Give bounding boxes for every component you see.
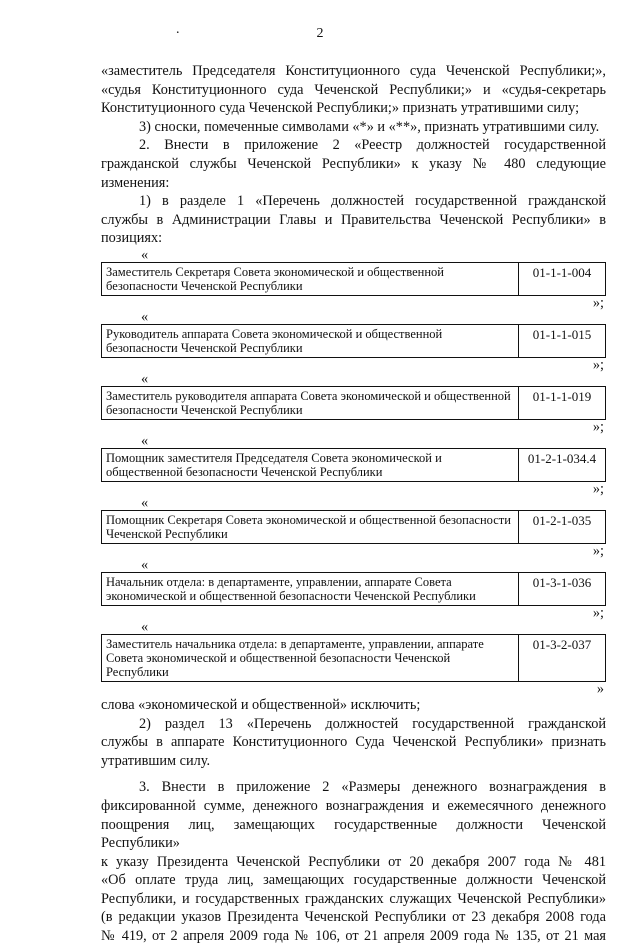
- position-title: Помощник Секретаря Совета экономической и общественной безопасности Чеченской Республики: [102, 510, 519, 543]
- position-title: Заместитель Секретаря Совета экономической и общественной безопасности Чеченской Республики: [102, 262, 519, 295]
- position-code: 01-3-2-037: [519, 634, 606, 681]
- position-table: [101, 324, 606, 358]
- text-line: поощрения лиц, замещающих государственные должности Чеченской Республики»: [101, 816, 606, 852]
- close-quote: »;: [592, 604, 604, 621]
- position-code: 01-1-1-015: [519, 324, 606, 357]
- open-quote: «: [141, 618, 149, 635]
- text-line: службы в Администрации Главы и Правительства Чеченской Республики» в позициях:: [101, 211, 606, 247]
- text-line: утратившим силу.: [101, 752, 211, 769]
- close-quote: »;: [592, 294, 604, 311]
- text-line: к указу Президента Чеченской Республики от 20 декабря 2007 года № 481: [101, 853, 606, 870]
- close-quote: »;: [592, 480, 604, 497]
- text-line: 1) в разделе 1 «Перечень должностей государственной гражданской: [139, 193, 606, 210]
- document-body: [101, 62, 606, 946]
- position-title: Помощник заместителя Председателя Совета экономической и общественной безопасности Чеченской Республики: [102, 448, 519, 481]
- words-exclude-line: слова «экономической и общественной» исключить;: [101, 696, 421, 713]
- text-line: № 419, от 2 апреля 2009 года № 106, от 21 апреля 2009 года № 135, от 21 мая: [101, 928, 606, 945]
- text-line: Конституционного суда Чеченской Республики;» признать утратившими силу;: [101, 100, 580, 117]
- position-table: [101, 510, 606, 544]
- text-line: «заместитель Председателя Конституционного суда Чеченской Республики;»,: [101, 63, 606, 79]
- text-line: «судья Конституционного суда Чеченской Республики;» и «судья-секретарь: [101, 81, 606, 98]
- position-title: Заместитель начальника отдела: в департаменте, управлении, аппарате Совета экономической и общественной безопасности Чеченской Республики: [102, 634, 519, 681]
- position-code: 01-1-1-004: [519, 262, 606, 295]
- open-quote: «: [141, 370, 149, 387]
- close-quote: »;: [592, 542, 604, 559]
- text-line: службы в аппарате Конституционного Суда Чеченской Республики» признать: [101, 734, 606, 751]
- position-table: [101, 634, 606, 682]
- open-quote: «: [141, 246, 149, 263]
- position-table: [101, 262, 606, 296]
- text-line: (в редакции указов Президента Чеченской Республики от 23 декабря 2008 года: [101, 909, 606, 926]
- open-quote: «: [141, 556, 149, 573]
- text-line: фиксированной сумме, денежного вознаграждения и ежемесячного денежного: [101, 797, 606, 814]
- close-quote: »;: [592, 418, 604, 435]
- position-title: Начальник отдела: в департаменте, управлении, аппарате Совета экономической и общественной безопасности Чеченской Республики: [102, 572, 519, 605]
- position-table: [101, 448, 606, 482]
- position-code: 01-2-1-034.4: [519, 448, 606, 481]
- text-line: Республики, и государственных гражданских служащих Чеченской Республики»: [101, 890, 606, 907]
- position-table: [101, 572, 606, 606]
- close-quote: »: [596, 680, 604, 697]
- close-quote: »;: [592, 356, 604, 373]
- text-line: гражданской службы Чеченской Республики» к указу № 480 следующие изменения:: [101, 155, 606, 191]
- text-line: 2) раздел 13 «Перечень должностей государственной гражданской: [139, 715, 606, 732]
- open-quote: «: [141, 494, 149, 511]
- text-line: «Об оплате труда лиц, замещающих государственные должности Чеченской: [101, 872, 606, 889]
- text-line: 3. Внести в приложение 2 «Размеры денежного вознаграждения в: [139, 779, 606, 796]
- open-quote: «: [141, 308, 149, 325]
- item-3-footnotes: 3) сноски, помеченные символами «*» и «**», признать утратившими силу.: [139, 118, 600, 135]
- position-code: 01-2-1-035: [519, 510, 606, 543]
- position-code: 01-3-1-036: [519, 572, 606, 605]
- text-line: 2. Внести в приложение 2 «Реестр должностей государственной: [139, 137, 606, 154]
- position-title: Заместитель руководителя аппарата Совета экономической и общественной безопасности Чеченской Республики: [102, 386, 519, 419]
- position-title: Руководитель аппарата Совета экономической и общественной безопасности Чеченской Республики: [102, 324, 519, 357]
- position-table: [101, 386, 606, 420]
- page-number: 2: [316, 26, 324, 41]
- position-code: 01-1-1-019: [519, 386, 606, 419]
- open-quote: «: [141, 432, 149, 449]
- margin-mark: .: [176, 22, 180, 37]
